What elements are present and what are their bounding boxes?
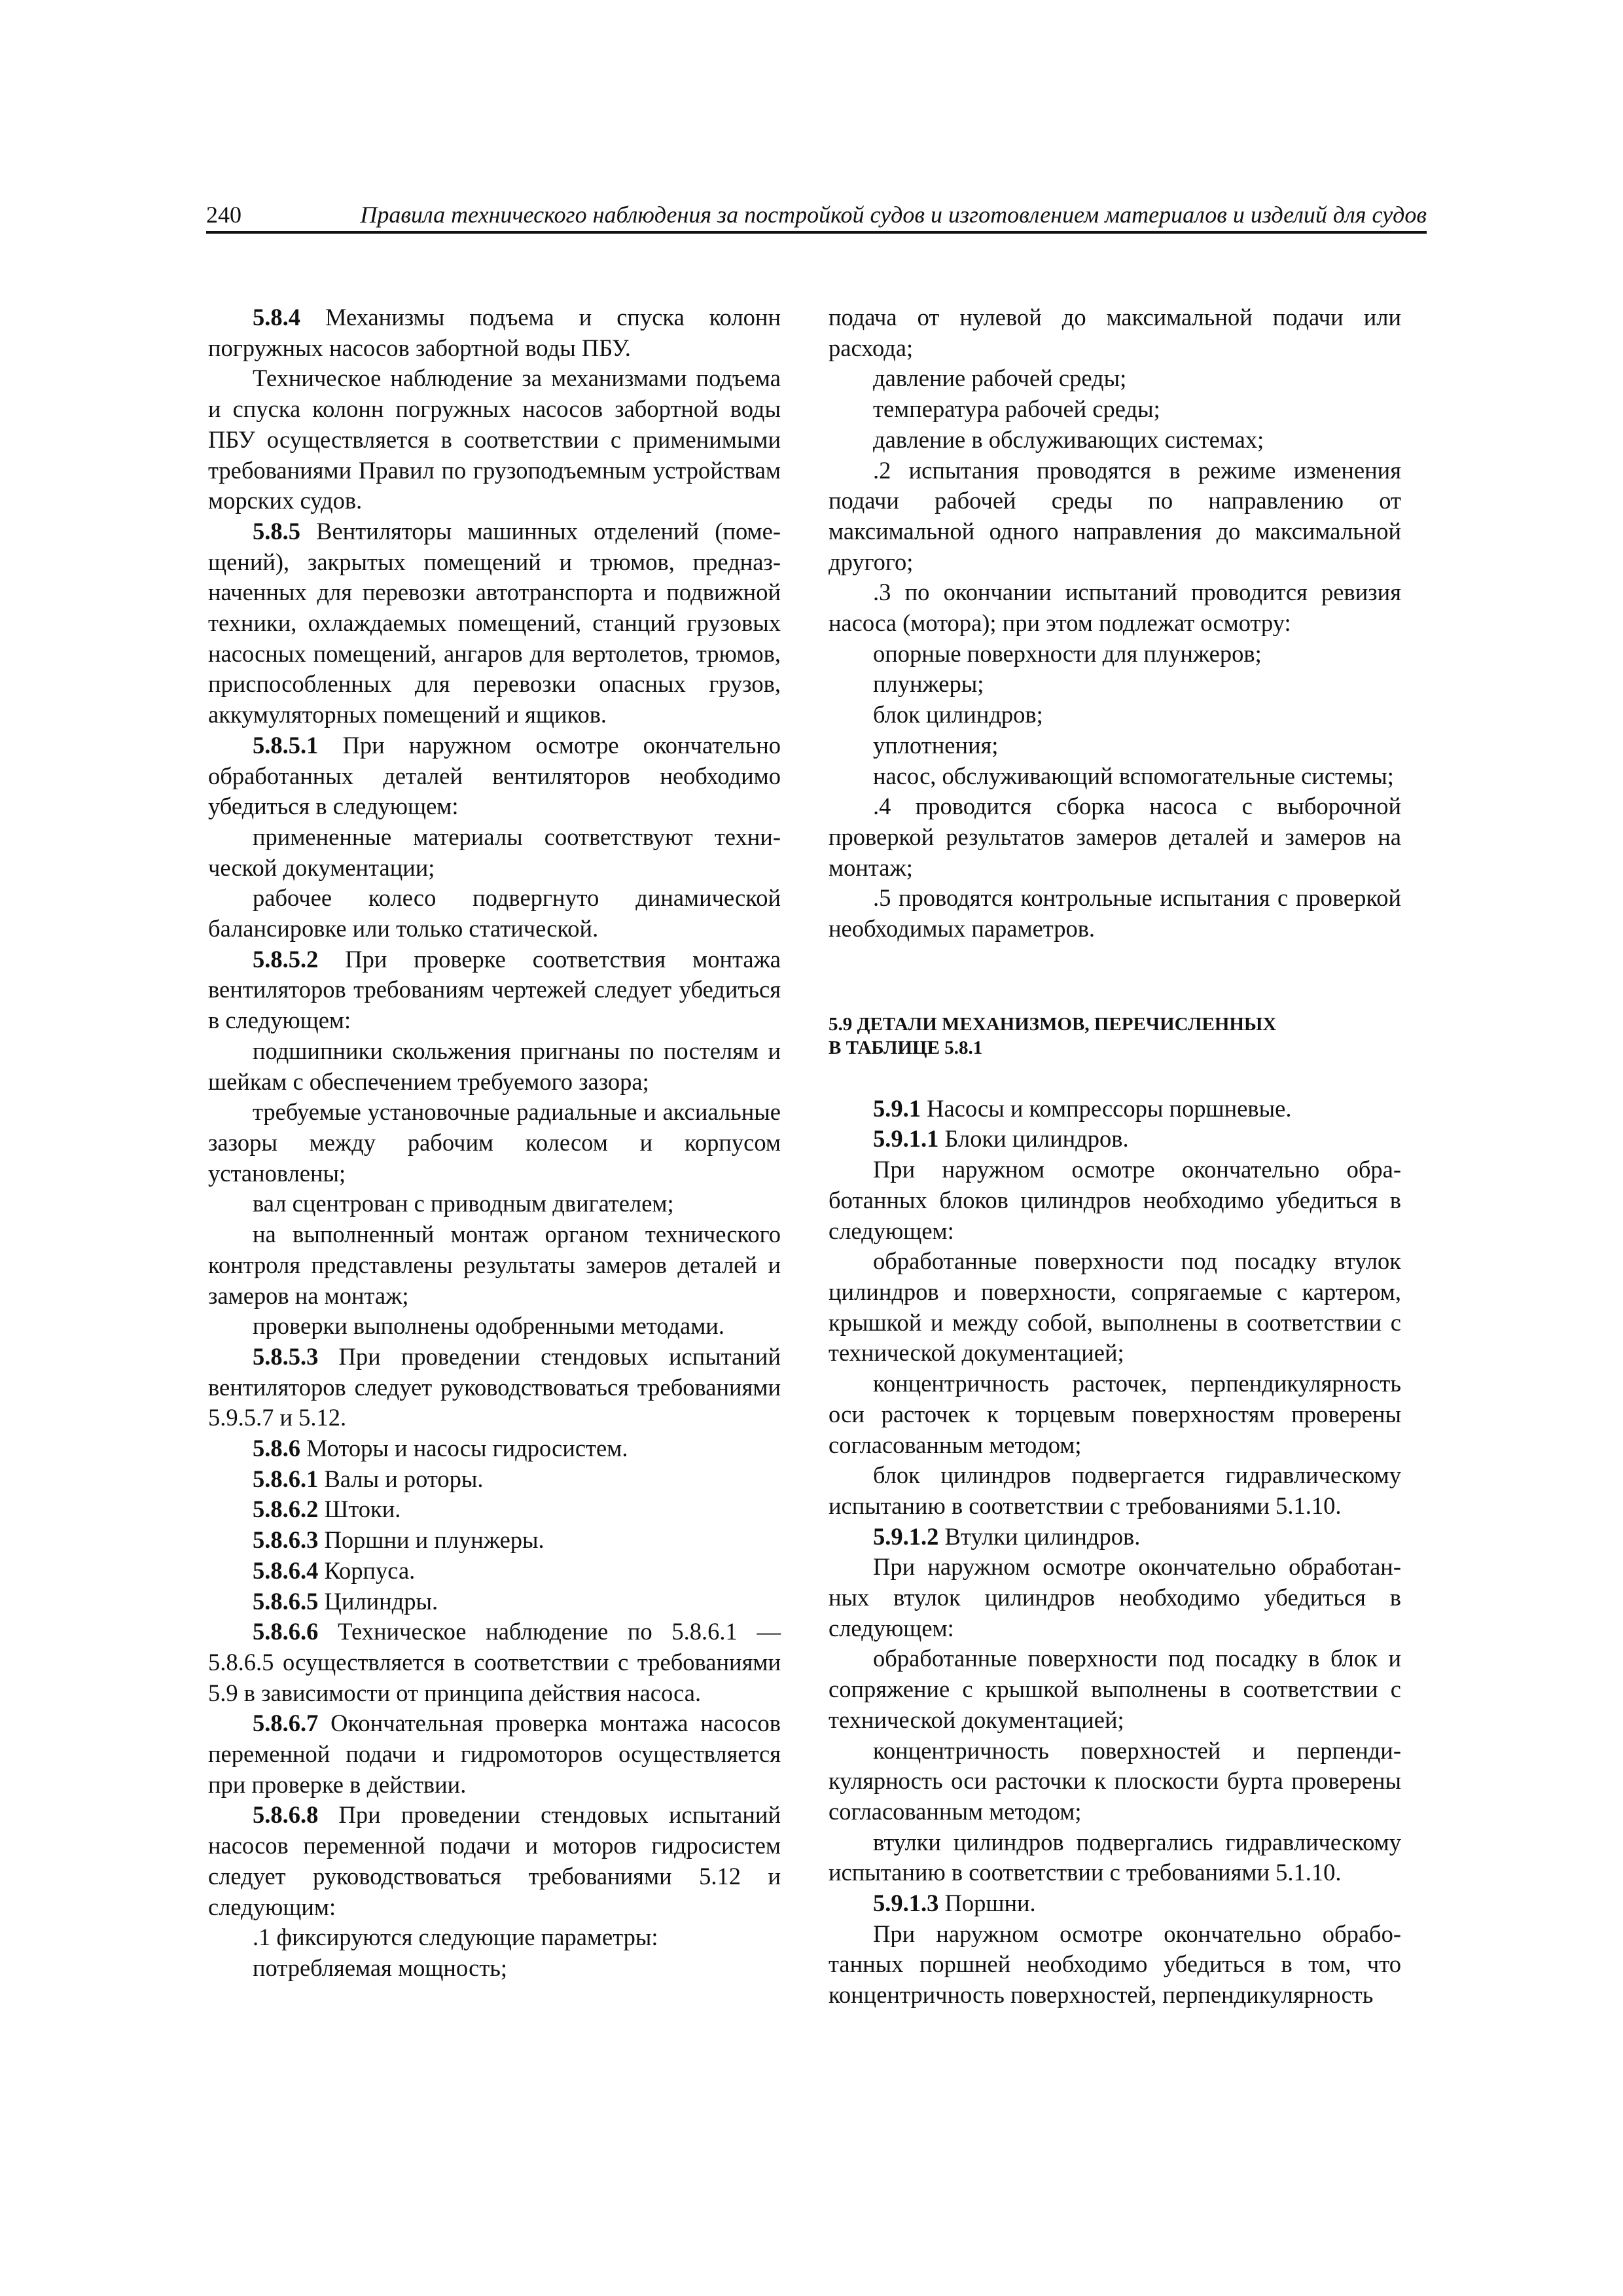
paragraph <box>829 761 1401 792</box>
paragraph-text: Техническое наблюдение за механизмами подъема и спуска колонн погружных насосов забортной воды ПБУ осуществляется в соответствии с применимыми требованиями Правил по грузоподъемным устройствам морских судов. <box>208 365 781 514</box>
paragraph-text: Техническое наблюдение по 5.8.6.1 — 5.8.6.5 осуществляется в соответствии с требованиями 5.9 в зависимости от принципа действия насоса. <box>208 1618 781 1706</box>
paragraph <box>829 1643 1401 1735</box>
clause-number: 5.9.1 <box>873 1094 921 1122</box>
paragraph-text: .1 фиксируются следующие параметры: <box>253 1924 658 1951</box>
paragraph <box>829 669 1401 700</box>
paragraph-text: Валы и роторы. <box>318 1465 484 1492</box>
paragraph <box>208 1433 781 1464</box>
clause-number: 5.8.5.1 <box>253 731 319 759</box>
clause-number: 5.8.6.7 <box>253 1710 319 1737</box>
paragraph <box>208 1953 781 1984</box>
paragraph <box>829 1094 1401 1124</box>
paragraph <box>208 1800 781 1922</box>
paragraph <box>208 302 781 363</box>
paragraph-text: При наружном осмотре окончательно обработанных деталей вентиляторов необходимо убедиться в следующем: <box>208 731 781 820</box>
paragraph-text: Блоки цилиндров. <box>938 1125 1129 1153</box>
paragraph-text: Механизмы подъема и спуска колонн погружных насосов забортной воды ПБУ. <box>208 304 781 361</box>
clause-number: 5.8.6.6 <box>253 1618 319 1645</box>
paragraph-text: насос, обслуживающий вспомогательные системы; <box>873 762 1394 789</box>
paragraph-text: втулки цилиндров подвергались гидравлическому испытанию в соответствии с требованиями 5.1.10. <box>829 1828 1401 1886</box>
paragraph-text: давление в обслуживающих системах; <box>873 425 1264 453</box>
paragraph-text: подшипники скольжения пригнаны по постелям и шейкам с обеспечением требуемого зазора; <box>208 1037 781 1095</box>
paragraph-text: блок цилиндров; <box>873 701 1043 728</box>
clause-number: 5.8.6.8 <box>253 1801 319 1829</box>
paragraph-text: концентричность поверхностей и перпендикулярность оси расточки к плоскости бурта проверены согласованным методом; <box>829 1736 1401 1825</box>
paragraph <box>208 883 781 944</box>
clause-number: 5.8.6 <box>253 1435 300 1462</box>
paragraph <box>829 730 1401 761</box>
paragraph-text: обработанные поверхности под посадку в блок и сопряжение с крышкой выполнены в соответствии с технической документацией; <box>829 1645 1401 1733</box>
paragraph <box>829 1460 1401 1521</box>
paragraph <box>208 1587 781 1617</box>
paragraph-text: блок цилиндров подвергается гидравлическому испытанию в соответствии с требованиями 5.1.10. <box>829 1462 1401 1519</box>
paragraph <box>208 1036 781 1097</box>
paragraph-text: При проверке соответствия монтажа вентиляторов требованиям чертежей следует убедиться в следующем: <box>208 945 781 1034</box>
paragraph <box>829 1522 1401 1552</box>
paragraph <box>829 394 1401 425</box>
paragraph <box>208 1189 781 1219</box>
paragraph-text: Насосы и компрессоры поршневые. <box>921 1094 1292 1122</box>
right-column-top <box>829 302 1401 944</box>
paragraph-text: Моторы и насосы гидросистем. <box>300 1435 628 1462</box>
paragraph-text: .2 испытания проводятся в режиме изменения подачи рабочей среды по направлению от максимальной одного направления до максимальной другого; <box>829 456 1401 575</box>
paragraph <box>208 1556 781 1587</box>
page-number: 240 <box>206 202 241 228</box>
paragraph-text: давление рабочей среды; <box>873 365 1127 392</box>
paragraph <box>208 1342 781 1433</box>
left-column <box>208 302 781 1984</box>
paragraph <box>829 1155 1401 1246</box>
paragraph-text: Штоки. <box>318 1496 401 1523</box>
clause-number: 5.8.5.3 <box>253 1342 319 1370</box>
paragraph <box>208 822 781 883</box>
paragraph <box>829 883 1401 944</box>
paragraph-text: При проведении стендовых испытаний вентиляторов следует руководствоваться требованиями 5.9.5.7 и 5.12. <box>208 1342 781 1431</box>
paragraph-text: .5 проводятся контрольные испытания с проверкой необходимых параметров. <box>829 884 1401 942</box>
paragraph-text: Поршни и плунжеры. <box>318 1526 544 1554</box>
paragraph-text: уплотнения; <box>873 731 999 759</box>
clause-number: 5.8.6.2 <box>253 1496 319 1523</box>
running-header <box>206 200 1427 234</box>
paragraph <box>829 1827 1401 1888</box>
section-heading <box>829 1013 1401 1060</box>
paragraph-text: При наружном осмотре окончательно обработанных блоков цилиндров необходимо убедиться в следующем: <box>829 1156 1401 1244</box>
clause-number: 5.9.1.1 <box>873 1125 939 1153</box>
paragraph <box>829 1369 1401 1460</box>
clause-number: 5.8.5 <box>253 517 300 545</box>
paragraph <box>208 730 781 822</box>
paragraph-text: температура рабочей среды; <box>873 395 1160 423</box>
clause-number: 5.8.6.5 <box>253 1587 319 1615</box>
paragraph-text: .3 по окончании испытаний проводится ревизия насоса (мотора); при этом подлежат осмотру: <box>829 579 1401 637</box>
clause-number: 5.9.1.2 <box>873 1522 939 1550</box>
paragraph <box>208 1708 781 1800</box>
paragraph <box>829 1736 1401 1827</box>
paragraph-text: на выполненный монтаж органом технического контроля представлены результаты замеров деталей и замеров на монтаж; <box>208 1221 781 1309</box>
paragraph <box>208 1219 781 1311</box>
paragraph-text: потребляемая мощность; <box>253 1954 508 1981</box>
paragraph <box>829 577 1401 638</box>
paragraph <box>829 639 1401 670</box>
paragraph-text: Втулки цилиндров. <box>938 1522 1141 1550</box>
paragraph-text: Поршни. <box>938 1890 1036 1917</box>
paragraph <box>829 791 1401 883</box>
section-heading-line2: В ТАБЛИЦЕ 5.8.1 <box>829 1037 983 1058</box>
paragraph <box>208 1494 781 1525</box>
paragraph <box>829 700 1401 730</box>
right-column <box>829 302 1401 2011</box>
paragraph-text: опорные поверхности для плунжеров; <box>873 639 1262 667</box>
header-title: Правила технического наблюдения за постройкой судов и изготовлением материалов и изделий для судов <box>360 202 1427 228</box>
paragraph-text: проверки выполнены одобренными методами. <box>253 1312 724 1340</box>
section-heading-line1: 5.9 ДЕТАЛИ МЕХАНИЗМОВ, ПЕРЕЧИСЛЕННЫХ <box>829 1013 1277 1035</box>
paragraph <box>208 1097 781 1189</box>
paragraph <box>208 1617 781 1708</box>
paragraph <box>829 1124 1401 1155</box>
clause-number: 5.9.1.3 <box>873 1890 939 1917</box>
paragraph <box>208 944 781 1036</box>
paragraph <box>829 1919 1401 2011</box>
paragraph-text: рабочее колесо подвергнуто динамической балансировке или только статической. <box>208 884 781 942</box>
paragraph-text: Корпуса. <box>318 1556 416 1584</box>
clause-number: 5.8.6.1 <box>253 1465 319 1492</box>
right-column-bottom <box>829 1094 1401 2011</box>
paragraph-text: При проведении стендовых испытаний насосов переменной подачи и моторов гидросистем следует руководствоваться требованиями 5.12 и следующим: <box>208 1801 781 1920</box>
paragraph-text: Окончательная проверка монтажа насосов переменной подачи и гидромоторов осуществляется при проверке в действии. <box>208 1710 781 1798</box>
paragraph-text: Вентиляторы машинных отделений (помещений), закрытых помещений и трюмов, предназначенных для перевозки автотранспорта и подвижной техники, охлаждаемых помещений, станций грузовых насосных помещений, ангаров для вертолетов, трюмов, приспособленных для перевозки опасных грузов, аккумуляторных помещений и ящиков. <box>208 517 781 728</box>
paragraph-text: плунжеры; <box>873 670 984 698</box>
paragraph <box>208 1525 781 1556</box>
paragraph <box>829 363 1401 394</box>
paragraph-text: Цилиндры. <box>318 1587 438 1615</box>
paragraph <box>829 302 1401 363</box>
paragraph-text: подача от нулевой до максимальной подачи или расхода; <box>829 304 1401 361</box>
paragraph-text: При наружном осмотре окончательно обработанных втулок цилиндров необходимо убедиться в следующем: <box>829 1553 1401 1641</box>
paragraph-text: вал сцентрован с приводным двигателем; <box>253 1190 674 1217</box>
paragraph <box>829 456 1401 578</box>
paragraph-text: требуемые установочные радиальные и аксиальные зазоры между рабочим колесом и корпусом установлены; <box>208 1098 781 1187</box>
paragraph <box>208 516 781 730</box>
clause-number: 5.8.6.3 <box>253 1526 319 1554</box>
paragraph <box>208 1311 781 1342</box>
clause-number: 5.8.5.2 <box>253 945 319 973</box>
paragraph <box>829 1246 1401 1369</box>
paragraph-text: примененные материалы соответствуют технической документации; <box>208 823 781 881</box>
clause-number: 5.8.6.4 <box>253 1556 319 1584</box>
paragraph <box>208 1464 781 1495</box>
clause-number: 5.8.4 <box>253 304 300 331</box>
paragraph <box>208 363 781 516</box>
paragraph-text: .4 проводится сборка насоса с выборочной проверкой результатов замеров деталей и замеров на монтаж; <box>829 793 1401 881</box>
paragraph <box>829 1552 1401 1643</box>
paragraph <box>829 425 1401 456</box>
paragraph-text: обработанные поверхности под посадку втулок цилиндров и поверхности, сопрягаемые с картером, крышкой и между собой, выполнены в соответствии с технической документацией; <box>829 1247 1401 1367</box>
paragraph <box>829 1888 1401 1919</box>
paragraph-text: концентричность расточек, перпендикулярность оси расточек к торцевым поверхностям проверены согласованным методом; <box>829 1370 1401 1458</box>
paragraph-text: При наружном осмотре окончательно обработанных поршней необходимо убедиться в том, что концентричность поверхностей, перпендикулярность <box>829 1920 1401 2009</box>
paragraph <box>208 1922 781 1953</box>
